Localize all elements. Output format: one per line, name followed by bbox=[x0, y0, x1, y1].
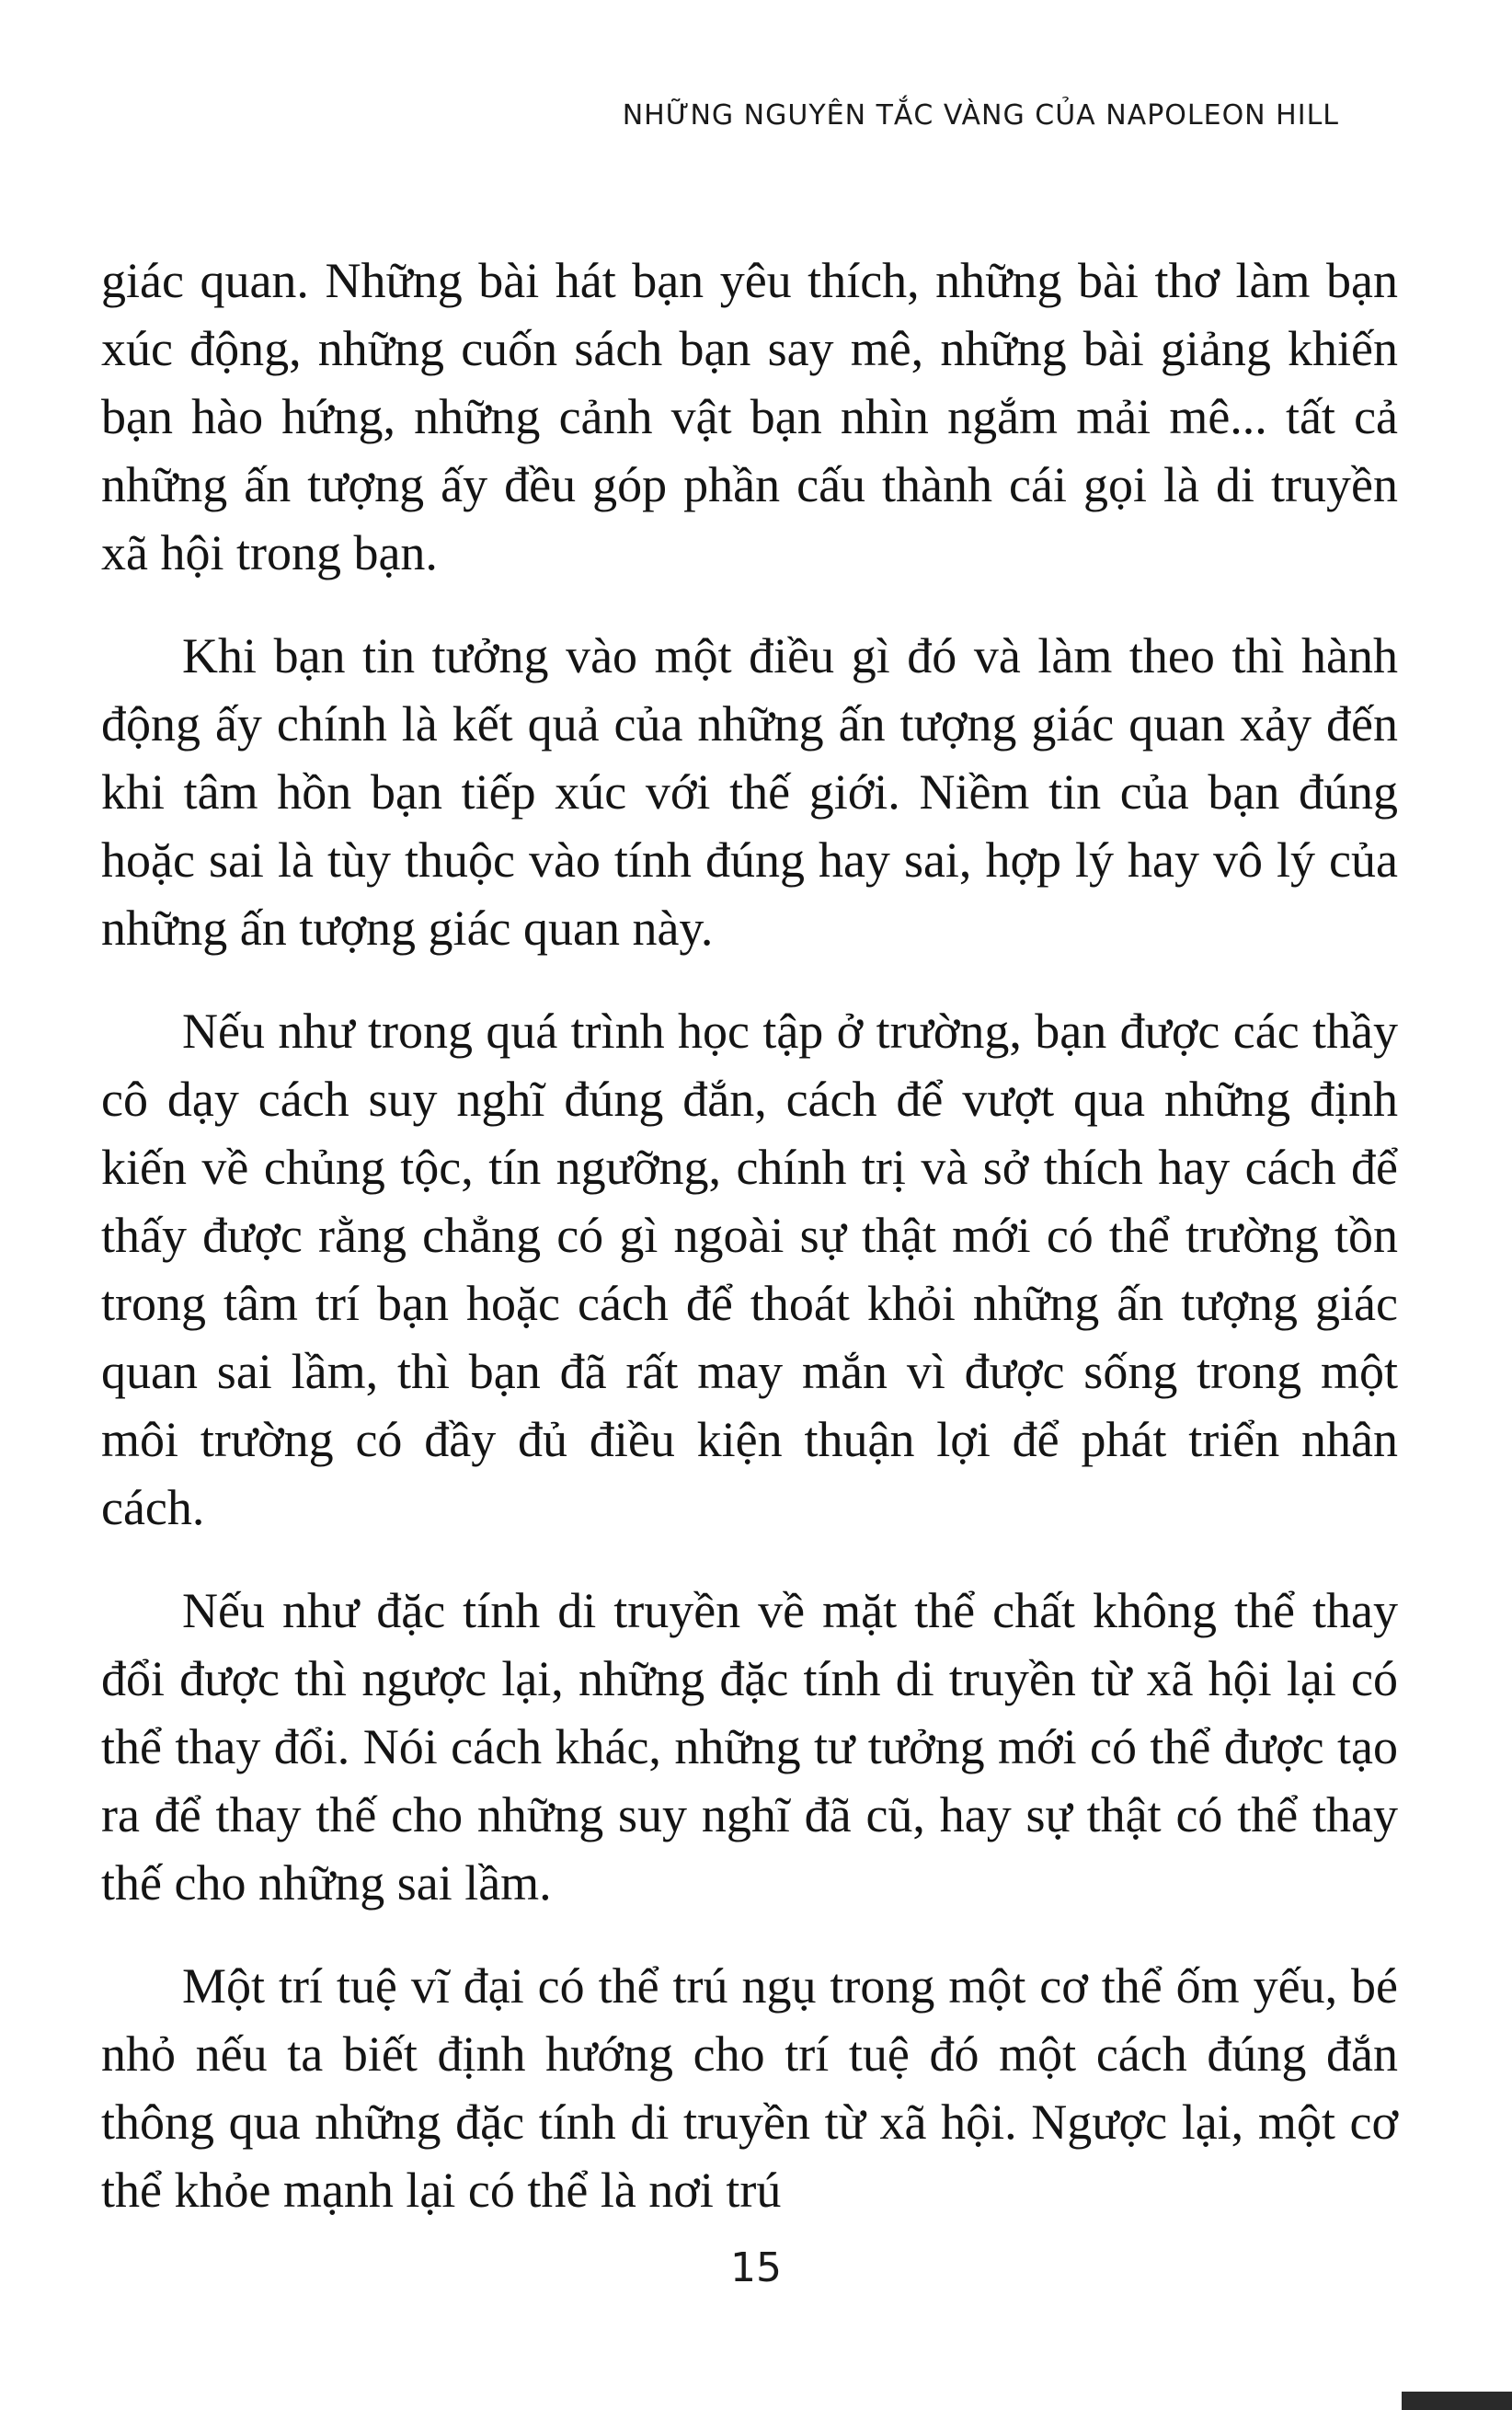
paragraph: Một trí tuệ vĩ đại có thể trú ngụ trong một cơ thể ốm yếu, bé nhỏ nếu ta biết định hướng cho trí tuệ đó một cách đúng đắn thông qua những đặc tính di truyền từ xã hội. Ngược lại, một cơ thể khỏe mạnh lại có thể là nơi trú bbox=[101, 1958, 1398, 2218]
paragraph: Nếu như đặc tính di truyền về mặt thể chất không thể thay đổi được thì ngược lại, những đặc tính di truyền từ xã hội lại có thể thay đổi. Nói cách khác, những tư tưởng mới có thể được tạo ra để thay thế cho những suy nghĩ đã cũ, hay sự thật có thể thay thế cho những sai lầm. bbox=[101, 1583, 1398, 1911]
paragraph-continued: giác quan. Những bài hát bạn yêu thích, những bài thơ làm bạn xúc động, những cuốn sách bạn say mê, những bài giảng khiến bạn hào hứng, những cảnh vật bạn nhìn ngắm mải mê... tất cả những ấn tượng ấy đều góp phần cấu thành cái gọi là di truyền xã hội trong bạn. bbox=[101, 253, 1398, 580]
paragraph: Khi bạn tin tưởng vào một điều gì đó và làm theo thì hành động ấy chính là kết quả của những ấn tượng giác quan xảy đến khi tâm hồn bạn tiếp xúc với thế giới. Niềm tin của bạn đúng hoặc sai là tùy thuộc vào tính đúng hay sai, hợp lý hay vô lý của những ấn tượng giác quan này. bbox=[101, 628, 1398, 956]
page-number: 15 bbox=[730, 2244, 782, 2291]
body-text bbox=[101, 247, 1398, 2259]
scan-edge-mark bbox=[1402, 2392, 1512, 2410]
running-header: NHỮNG NGUYÊN TẮC VÀNG CỦA NAPOLEON HILL bbox=[622, 99, 1339, 132]
paragraph: Nếu như trong quá trình học tập ở trường, bạn được các thầy cô dạy cách suy nghĩ đúng đắn, cách để vượt qua những định kiến về chủng tộc, tín ngưỡng, chính trị và sở thích hay cách để thấy được rằng chẳng có gì ngoài sự thật mới có thể trường tồn trong tâm trí bạn hoặc cách để thoát khỏi những ấn tượng giác quan sai lầm, thì bạn đã rất may mắn vì được sống trong một môi trường có đầy đủ điều kiện thuận lợi để phát triển nhân cách. bbox=[101, 1004, 1398, 1535]
